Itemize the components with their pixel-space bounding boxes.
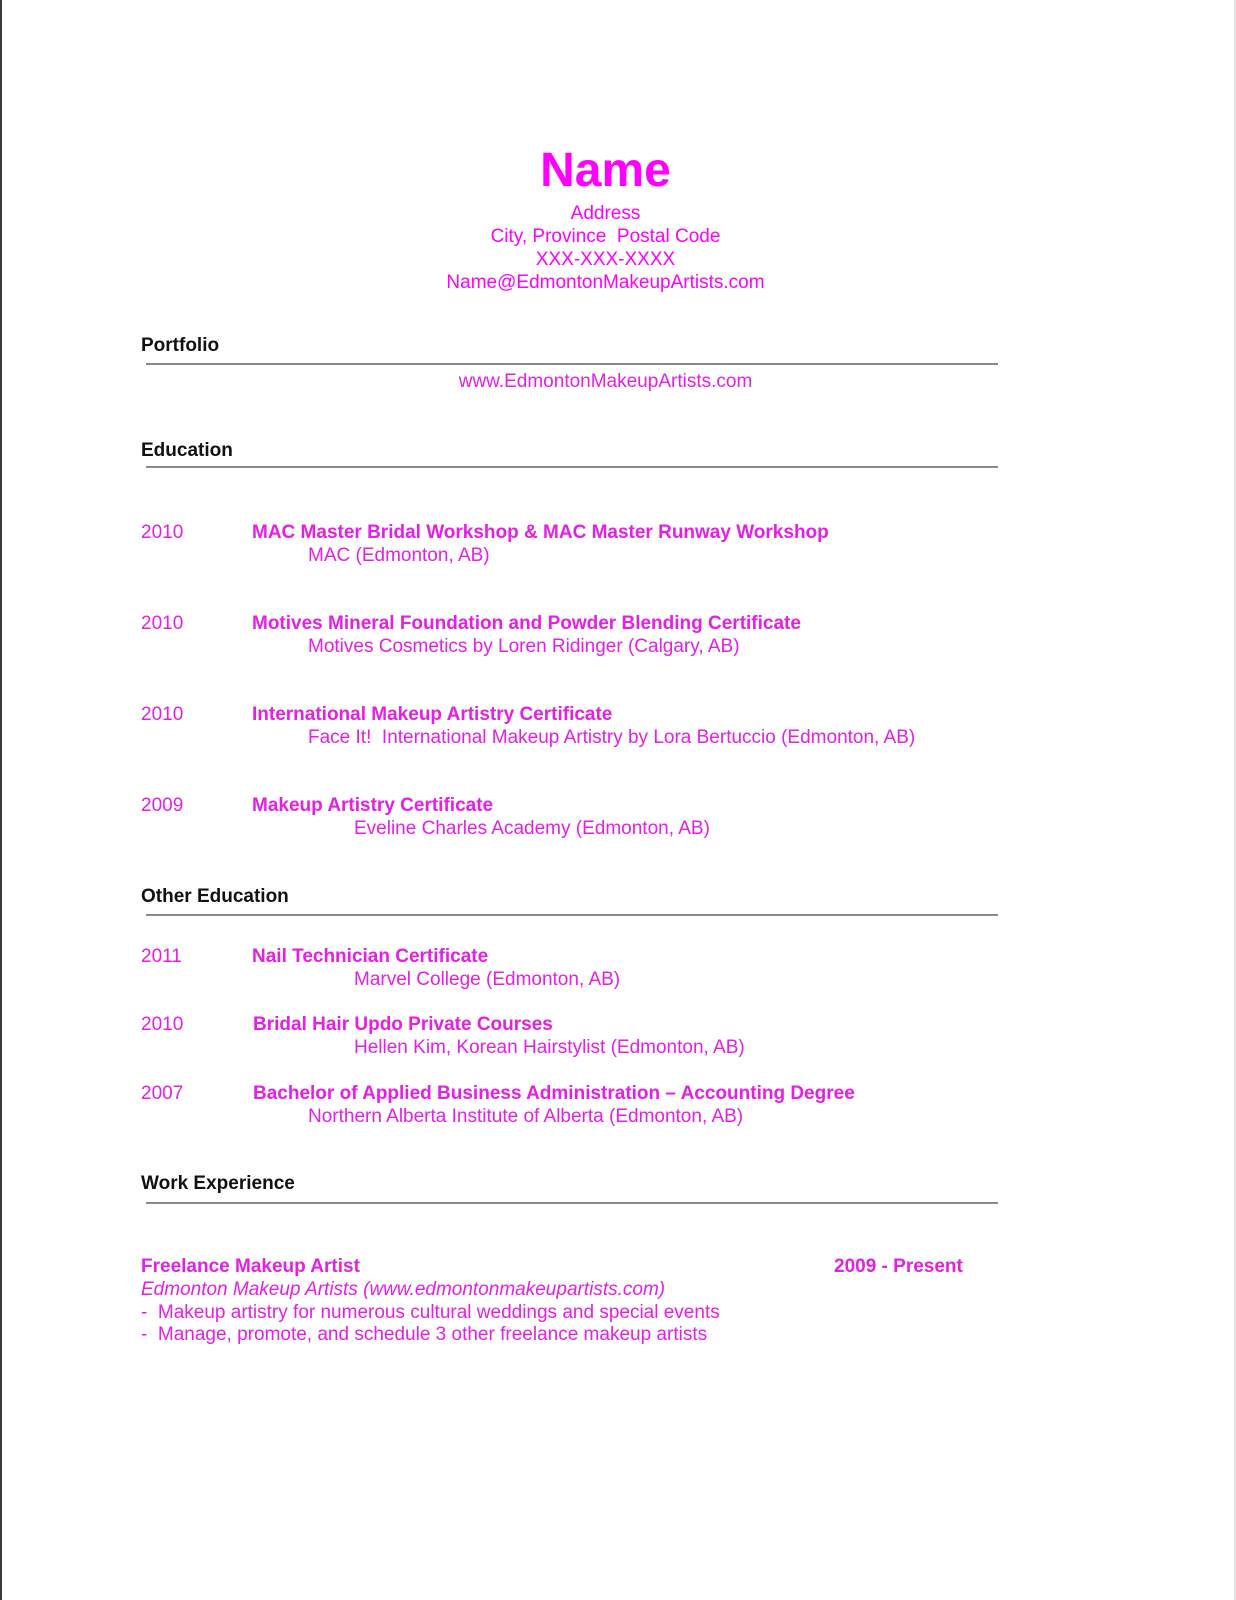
portfolio-divider bbox=[146, 363, 998, 365]
portfolio-heading: Portfolio bbox=[141, 335, 220, 356]
entry-title: Nail Technician Certificate bbox=[252, 946, 489, 967]
work-experience-heading: Work Experience bbox=[141, 1173, 295, 1194]
email-line: Name@EdmontonMakeupArtists.com bbox=[446, 272, 765, 293]
job-bullet: - Makeup artistry for numerous cultural weddings and special events bbox=[141, 1302, 720, 1323]
address-line: Address bbox=[570, 203, 641, 224]
entry-institution: Eveline Charles Academy (Edmonton, AB) bbox=[354, 818, 710, 839]
education-divider bbox=[146, 466, 998, 468]
city-line: City, Province Postal Code bbox=[490, 226, 721, 247]
other-education-divider bbox=[146, 914, 998, 916]
entry-institution: Marvel College (Edmonton, AB) bbox=[354, 969, 621, 990]
entry-year: 2010 bbox=[141, 613, 184, 634]
applicant-name: Name bbox=[540, 144, 671, 197]
entry-institution: Northern Alberta Institute of Alberta (Edmonton, AB) bbox=[308, 1106, 744, 1127]
entry-year: 2010 bbox=[141, 522, 184, 543]
portfolio-url: www.EdmontonMakeupArtists.com bbox=[458, 371, 753, 392]
resume-header bbox=[0, 140, 1211, 294]
entry-title: International Makeup Artistry Certificate bbox=[252, 704, 613, 725]
entry-title: Makeup Artistry Certificate bbox=[252, 795, 494, 816]
entry-institution: Face It! International Makeup Artistry by Lora Bertuccio (Edmonton, AB) bbox=[308, 727, 916, 748]
work-experience-divider bbox=[146, 1202, 998, 1204]
entry-year: 2011 bbox=[141, 946, 182, 967]
job-title: Freelance Makeup Artist bbox=[141, 1256, 360, 1277]
job-bullet: - Manage, promote, and schedule 3 other freelance makeup artists bbox=[141, 1324, 708, 1345]
entry-title: Bachelor of Applied Business Administration – Accounting Degree bbox=[253, 1083, 855, 1104]
entry-year: 2010 bbox=[141, 1014, 184, 1035]
phone-line: XXX-XXX-XXXX bbox=[535, 249, 676, 270]
education-heading: Education bbox=[141, 440, 233, 461]
other-education-heading: Other Education bbox=[141, 886, 289, 907]
entry-institution: Motives Cosmetics by Loren Ridinger (Calgary, AB) bbox=[308, 636, 740, 657]
job-dates: 2009 - Present bbox=[834, 1256, 963, 1277]
entry-title: MAC Master Bridal Workshop & MAC Master Runway Workshop bbox=[252, 522, 829, 543]
job-company: Edmonton Makeup Artists (www.edmontonmakeupartists.com) bbox=[141, 1279, 666, 1300]
entry-title: Motives Mineral Foundation and Powder Blending Certificate bbox=[252, 613, 801, 634]
entry-institution: Hellen Kim, Korean Hairstylist (Edmonton, AB) bbox=[354, 1037, 745, 1058]
entry-title: Bridal Hair Updo Private Courses bbox=[253, 1014, 553, 1035]
entry-year: 2010 bbox=[141, 704, 184, 725]
entry-institution: MAC (Edmonton, AB) bbox=[308, 545, 490, 566]
entry-year: 2009 bbox=[141, 795, 184, 816]
entry-year: 2007 bbox=[141, 1083, 184, 1104]
